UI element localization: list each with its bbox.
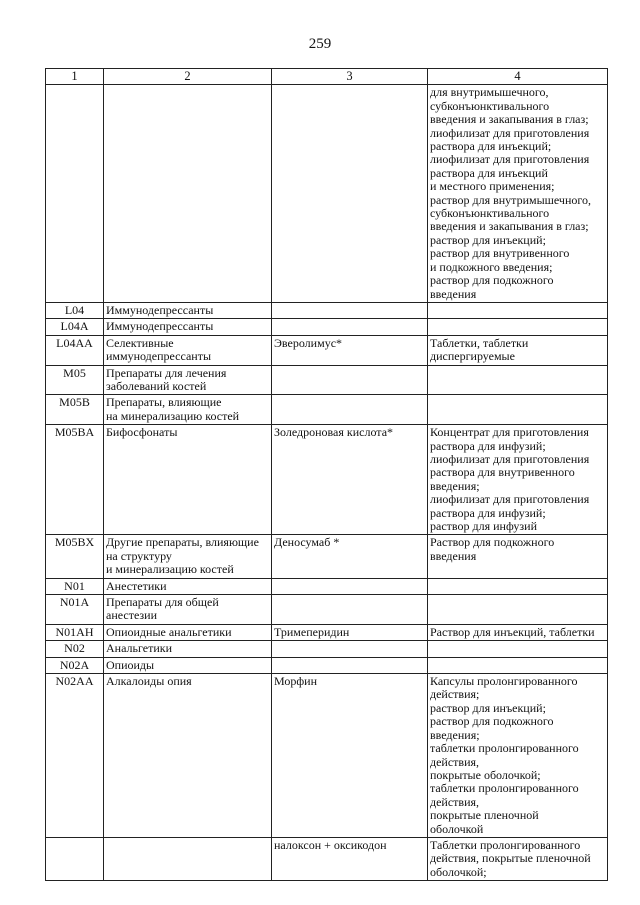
group-name-cell [104,578,272,594]
cell-text-line: N01 [64,578,85,593]
cell-text-line: иммунодепрессанты [106,349,212,364]
cell-text-line: введения [430,286,477,301]
cell-text-line: Таблетки, таблетки [430,335,529,350]
column-header: 4 [428,69,608,85]
cell-text-line [430,642,605,655]
cell-text-line: Иммунодепрессанты [106,319,214,334]
drug-name-cell [272,674,428,838]
cell-text-line: Морфин [274,674,317,689]
cell-text-line [430,596,605,609]
atc-code-cell [46,674,104,838]
cell-text-line: M05BA [54,425,95,440]
column-header: 3 [272,69,428,85]
cell-text-line: лиофилизат для приготовления [430,152,590,167]
cell-text-line [274,304,425,317]
cell-text-line: Анальгетики [106,641,172,656]
table-row [46,578,608,594]
cell-text-line: Селективные [106,335,174,350]
table-row [46,641,608,657]
drug-name-cell [272,365,428,395]
atc-code-cell [46,425,104,535]
cell-text-line [430,304,605,317]
dosage-form-cell [428,674,608,838]
cell-text-line: Раствор для инъекций, таблетки [430,624,595,639]
group-name-cell [104,85,272,303]
dosage-form-cell [428,837,608,880]
drug-name-cell [272,319,428,335]
cell-text-line: действия, [430,754,480,769]
cell-text-line: раствора для инъекций; [430,139,552,154]
table-header-row [46,69,608,85]
drug-name-cell [272,578,428,594]
cell-text-line: N02 [64,641,85,656]
cell-text-line: раствор для подкожного [430,273,554,288]
atc-code-cell [46,319,104,335]
cell-text-line: Тримеперидин [274,624,350,639]
cell-text-line: действия, покрытые пленочной [430,851,591,866]
table-row [46,319,608,335]
cell-text-line [274,367,425,380]
cell-text-line: заболеваний костей [106,378,207,393]
cell-text-line: действия; [430,687,480,702]
cell-text-line: Золедроновая кислота* [274,425,394,440]
atc-code-cell [46,365,104,395]
group-name-cell [104,335,272,365]
cell-text-line: раствор для подкожного [430,714,554,729]
cell-text-line: Бифосфонаты [106,425,178,440]
table-row [46,395,608,425]
cell-text-line: Препараты для общей [106,595,219,610]
group-name-cell [104,319,272,335]
dosage-form-cell [428,425,608,535]
cell-text-line: введения [430,548,477,563]
table-row [46,85,608,303]
table-body [46,85,608,881]
drug-name-cell [272,624,428,640]
cell-text-line: раствор для инъекций; [430,700,546,715]
cell-text-line: оболочкой [430,821,484,836]
drug-name-cell [272,85,428,303]
atc-code-cell [46,85,104,303]
table-row [46,674,608,838]
dosage-form-cell [428,319,608,335]
cell-text-line: Опиоидные анальгетики [106,624,232,639]
cell-text-line: L04A [60,319,89,334]
cell-text-line: Концентрат для приготовления [430,425,589,440]
group-name-cell [104,624,272,640]
cell-text-line: раствора для инъекций [430,165,548,180]
drug-name-cell [272,595,428,625]
atc-code-cell [46,624,104,640]
drug-name-cell [272,837,428,880]
cell-text-line: Капсулы пролонгированного [430,674,578,689]
cell-text-line [274,86,425,99]
group-name-cell [104,837,272,880]
group-name-cell [104,595,272,625]
drug-name-cell [272,395,428,425]
cell-text-line: диспергируемые [430,349,515,364]
group-name-cell [104,535,272,578]
group-name-cell [104,674,272,838]
column-header: 2 [104,69,272,85]
atc-code-cell [46,657,104,673]
cell-text-line: Препараты, влияющие [106,395,222,410]
table-row [46,657,608,673]
cell-text-line: налоксон + оксикодон [274,837,387,852]
cell-text-line: M05 [63,365,86,380]
cell-text-line: Анестетики [106,578,167,593]
drug-name-cell [272,535,428,578]
cell-text-line [274,642,425,655]
table-row [46,595,608,625]
atc-code-cell [46,837,104,880]
page-number: 259 [308,36,332,52]
dosage-form-cell [428,365,608,395]
group-name-cell [104,395,272,425]
cell-text-line: таблетки пролонгированного [430,781,579,796]
cell-text-line [430,396,605,409]
cell-text-line: Раствор для подкожного [430,535,555,550]
dosage-form-cell [428,535,608,578]
cell-text-line: покрытые оболочкой; [430,767,541,782]
cell-text-line: раствор для инъекций; [430,232,546,247]
table-row [46,425,608,535]
cell-text-line: оболочкой; [430,864,487,879]
drug-name-cell [272,425,428,535]
cell-text-line: раствор для внутривенного [430,246,570,261]
cell-text-line: N01AH [55,624,94,639]
atc-code-cell [46,595,104,625]
cell-text-line: покрытые пленочной [430,808,539,823]
cell-text-line: Препараты для лечения [106,365,227,380]
cell-text-line [430,367,605,380]
cell-text-line: введения и закапывания в глаз; [430,219,589,234]
cell-text-line: на структуру [106,548,172,563]
cell-text-line: раствора для инфузий; [430,438,546,453]
dosage-form-cell [428,578,608,594]
atc-code-cell [46,335,104,365]
cell-text-line: раствора для инфузий; [430,505,546,520]
dosage-form-cell [428,302,608,318]
group-name-cell [104,302,272,318]
cell-text-line: введения; [430,727,480,742]
dosage-form-cell [428,624,608,640]
atc-code-cell [46,641,104,657]
atc-code-cell [46,302,104,318]
cell-text-line: таблетки пролонгированного [430,741,579,756]
cell-text-line [274,320,425,333]
cell-text-line [274,659,425,672]
cell-text-line: и местного применения; [430,179,555,194]
drug-table [45,68,608,881]
dosage-form-cell [428,335,608,365]
cell-text-line: M05BX [54,535,95,550]
table-row [46,365,608,395]
cell-text-line: N02AA [55,674,94,689]
cell-text-line [274,596,425,609]
cell-text-line: введения; [430,478,480,493]
group-name-cell [104,657,272,673]
cell-text-line: лиофилизат для приготовления [430,125,590,140]
drug-name-cell [272,302,428,318]
column-header: 1 [46,69,104,85]
cell-text-line: M05B [59,395,90,410]
dosage-form-cell [428,395,608,425]
cell-text-line: введения и закапывания в глаз; [430,112,589,127]
cell-text-line: раствор для внутримышечного, [430,192,591,207]
group-name-cell [104,425,272,535]
dosage-form-cell [428,85,608,303]
dosage-form-cell [428,657,608,673]
cell-text-line: субконъюнктивального [430,206,550,221]
cell-text-line: Иммунодепрессанты [106,302,214,317]
cell-text-line: раствор для инфузий [430,519,537,533]
cell-text-line: раствора для внутривенного [430,465,575,480]
group-name-cell [104,641,272,657]
table-row [46,837,608,880]
cell-text-line: лиофилизат для приготовления [430,451,590,466]
cell-text-line: на минерализацию костей [106,408,240,423]
cell-text-line: N02A [59,657,90,672]
cell-text-line: для внутримышечного, [430,85,549,100]
cell-text-line: анестезии [106,608,157,623]
dosage-form-cell [428,641,608,657]
cell-text-line: Деносумаб * [274,535,340,550]
atc-code-cell [46,395,104,425]
cell-text-line [106,86,269,99]
cell-text-line [48,839,101,852]
cell-text-line [274,396,425,409]
cell-text-line: N01A [59,595,90,610]
cell-text-line: L04 [64,302,85,317]
cell-text-line: Опиоиды [106,657,155,672]
cell-text-line [430,659,605,672]
table-row [46,624,608,640]
cell-text-line [48,86,101,99]
cell-text-line [274,580,425,593]
cell-text-line: L04AA [56,335,93,350]
cell-text-line: Другие препараты, влияющие [106,535,259,550]
table-row [46,335,608,365]
drug-name-cell [272,641,428,657]
cell-text-line: субконъюнктивального [430,98,550,113]
cell-text-line: Эверолимус* [274,335,343,350]
group-name-cell [104,365,272,395]
cell-text-line [430,320,605,333]
dosage-form-cell [428,595,608,625]
drug-name-cell [272,335,428,365]
atc-code-cell [46,535,104,578]
atc-code-cell [46,578,104,594]
cell-text-line [430,580,605,593]
table-row [46,535,608,578]
drug-name-cell [272,657,428,673]
cell-text-line: и минерализацию костей [106,562,234,577]
cell-text-line [106,839,269,852]
cell-text-line: действия, [430,794,480,809]
cell-text-line: и подкожного введения; [430,259,553,274]
cell-text-line: Таблетки пролонгированного [430,837,581,852]
cell-text-line: лиофилизат для приготовления [430,492,590,507]
cell-text-line: Алкалоиды опия [106,674,192,689]
table-row [46,302,608,318]
